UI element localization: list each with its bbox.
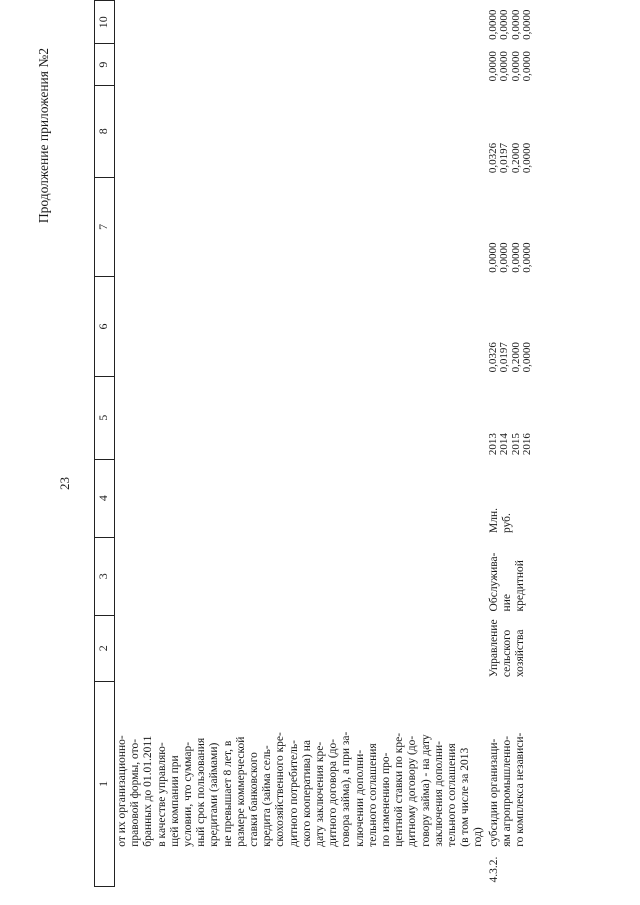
indicator-line: кредитной xyxy=(514,560,527,612)
cont-line: размере коммерческой xyxy=(234,736,247,847)
cont-line: год) xyxy=(472,827,485,847)
header-cell-5: 5 xyxy=(95,376,115,459)
cont-line: дитному договору (до- xyxy=(406,735,419,847)
cont-line: дату заключения кре- xyxy=(314,741,327,847)
executor-line: Управление xyxy=(487,619,500,678)
col10-value: 0,0000 xyxy=(521,9,534,40)
row-name-line: ям агропромышленно- xyxy=(500,735,513,847)
cont-line: не превышает 8 лет, в xyxy=(221,740,234,847)
continuation-row xyxy=(115,1,487,887)
col8-value: 0,0197 xyxy=(498,142,511,174)
cont-line: от их организационно- xyxy=(116,735,128,847)
col6-value: 0,0197 xyxy=(498,342,511,373)
cont-line: (в том числе за 2013 xyxy=(459,747,472,847)
cont-line: говора займа), а при за- xyxy=(340,731,353,847)
cont-line: скохозяйственного кре- xyxy=(274,732,287,847)
cont-line: тельного соглашения xyxy=(366,743,379,847)
col6-value: 0,2000 xyxy=(509,342,522,373)
col10-value: 0,0000 xyxy=(486,9,499,40)
cont-text-cell xyxy=(115,681,487,851)
cont-line: по изменению про- xyxy=(380,752,393,847)
cont-line: правовой формы, ото- xyxy=(129,738,142,847)
header-cell-3: 3 xyxy=(95,537,115,615)
cont-line: дитного договора (до- xyxy=(327,738,340,847)
row-4-3-2 xyxy=(487,1,535,887)
unit-cell xyxy=(487,459,535,537)
row-name-line: го комплекса независи- xyxy=(514,732,527,847)
col10-cell xyxy=(487,1,535,44)
col9-value: 0,0000 xyxy=(509,51,522,82)
col7-cell xyxy=(487,177,535,277)
year-value: 2015 xyxy=(509,433,522,456)
header-cell-4: 4 xyxy=(95,459,115,537)
col10-value: 0,0000 xyxy=(498,9,511,40)
col9-cell xyxy=(487,44,535,86)
cont-line: центной ставки по кре- xyxy=(393,732,406,847)
header-row xyxy=(95,1,115,887)
row-number: 4.3.2. xyxy=(487,856,500,883)
cont-empty-cells xyxy=(115,1,487,682)
executor-cell xyxy=(487,615,535,681)
indicator-line: ние xyxy=(500,594,513,612)
header-cell-8: 8 xyxy=(95,85,115,177)
col8-value: 0,0000 xyxy=(521,142,534,174)
executor-line: хозяйства xyxy=(514,629,527,678)
cont-line: условии, что суммар- xyxy=(182,741,195,847)
header-cell-10: 10 xyxy=(95,1,115,44)
col7-value: 0,0000 xyxy=(509,242,522,273)
cont-line: заключения дополни- xyxy=(432,741,445,847)
cont-line: кредитами (займами) xyxy=(208,742,221,847)
col8-cell xyxy=(487,85,535,177)
col8-value: 0,2000 xyxy=(509,142,522,174)
header-cell-7: 7 xyxy=(95,177,115,277)
col6-cell xyxy=(487,277,535,377)
row-name-cell xyxy=(487,681,535,851)
header-cell-6: 6 xyxy=(95,277,115,377)
col7-value: 0,0000 xyxy=(486,242,499,273)
indicator-cell xyxy=(487,537,535,615)
cont-line: кредита (займа сель- xyxy=(261,745,274,847)
cont-line: щей компании при xyxy=(168,755,181,847)
unit-line: руб. xyxy=(500,513,513,534)
unit-line: Млн. xyxy=(487,508,500,534)
cont-line: ского кооператива) на xyxy=(300,740,313,847)
cont-line: говору займа) - на дату xyxy=(419,734,432,847)
col9-value: 0,0000 xyxy=(521,51,534,82)
header-cell-1: 1 xyxy=(95,681,115,886)
page-number: 23 xyxy=(57,477,72,490)
cont-line: ный срок пользования xyxy=(195,737,208,847)
cont-line: тельного соглашения xyxy=(446,743,459,847)
years-cell xyxy=(487,376,535,459)
col9-value: 0,0000 xyxy=(498,51,511,82)
col6-value: 0,0326 xyxy=(486,342,499,373)
header-cell-2: 2 xyxy=(95,615,115,681)
row-name-line: субсидии организаци- xyxy=(487,738,500,847)
col6-value: 0,0000 xyxy=(521,342,534,373)
executor-line: сельского xyxy=(500,629,513,678)
cont-line: дитного потребитель- xyxy=(287,740,300,847)
year-value: 2014 xyxy=(498,433,511,456)
cont-line: ключении дополни- xyxy=(353,749,366,847)
indicator-line: Обслужива- xyxy=(487,552,500,612)
col8-value: 0,0326 xyxy=(486,142,499,174)
cont-line: ставки банковского xyxy=(248,752,261,847)
continuation-label: Продолжение приложения №2 xyxy=(36,48,51,224)
col7-value: 0,0000 xyxy=(521,242,534,273)
cont-line: в качестве управляю- xyxy=(155,742,168,847)
cont-num-cell xyxy=(115,851,487,887)
year-value: 2013 xyxy=(486,433,499,456)
col10-value: 0,0000 xyxy=(509,9,522,40)
header-cell-9: 9 xyxy=(95,44,115,86)
budget-table xyxy=(94,0,535,887)
col9-value: 0,0000 xyxy=(486,51,499,82)
cont-line: бранных до 01.01.2011 xyxy=(142,735,155,847)
col7-value: 0,0000 xyxy=(498,242,511,273)
year-value: 2016 xyxy=(521,433,534,456)
